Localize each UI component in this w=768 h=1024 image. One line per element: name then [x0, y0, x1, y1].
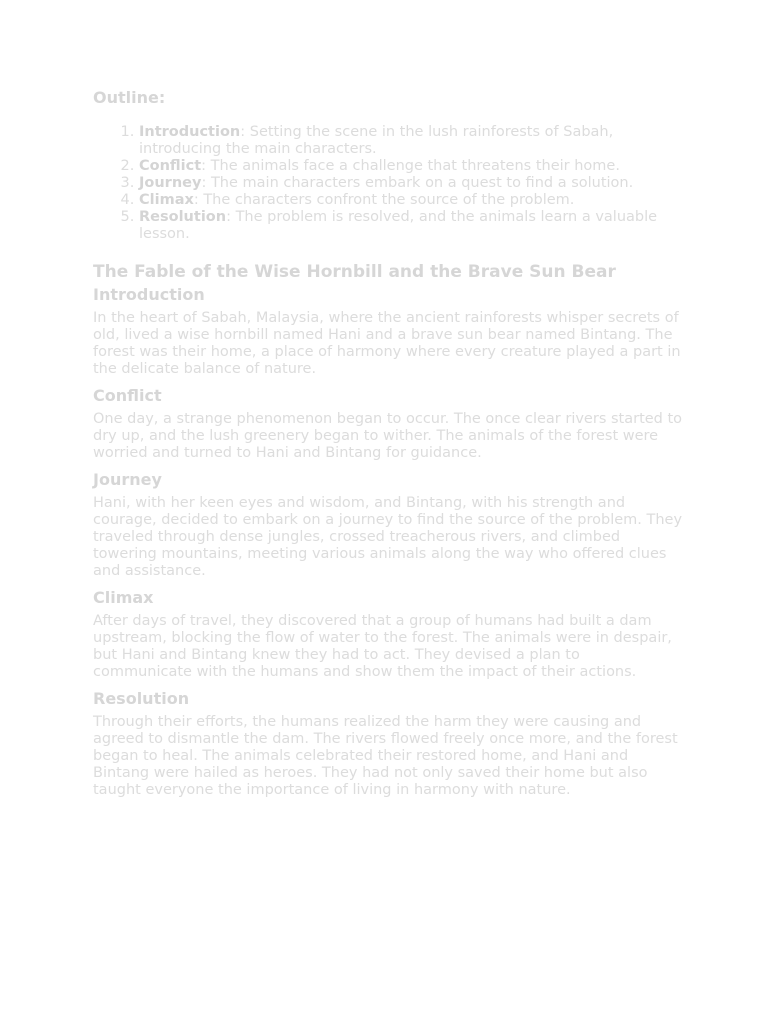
- section-body-journey: Hani, with her keen eyes and wisdom, and Bintang, with his strength and courage, decided to embark on a journey to find the source of the problem. They traveled through dense jungles, crossed treacherous rivers, and climbed towering mountains, meeting various animals along the way who offered clues and assistance.: [93, 495, 683, 579]
- outline-item-text: : The main characters embark on a quest to find a solution.: [201, 175, 634, 191]
- outline-item-term: Journey: [139, 175, 202, 191]
- section-body-resolution: Through their efforts, the humans realized the harm they were causing and agreed to dismantle the dam. The rivers flowed freely once more, and the forest began to heal. The animals celebrated their restored home, and Hani and Bintang were hailed as heroes. They had not only saved their home but also taught everyone the importance of living in harmony with nature.: [93, 714, 678, 798]
- story-title: The Fable of the Wise Hornbill and the Brave Sun Bear: [93, 262, 616, 282]
- section-body-climax: After days of travel, they discovered that a group of humans had built a dam upstream, blocking the flow of water to the forest. The animals were in despair, but Hani and Bintang knew they had to act. They devised a plan to communicate with the humans and show them the impact of their actions.: [93, 613, 672, 680]
- section-heading-journey: Journey: [93, 470, 162, 489]
- outline-item-text: : The characters confront the source of the problem.: [193, 192, 575, 208]
- outline-heading: Outline:: [93, 88, 166, 107]
- document-page: [93, 88, 683, 807]
- outline-item-term: Conflict: [139, 158, 202, 174]
- outline-item: [139, 124, 683, 158]
- outline-item-term: Climax: [139, 192, 194, 208]
- section-heading-conflict: Conflict: [93, 386, 162, 405]
- section-heading-climax: Climax: [93, 588, 154, 607]
- outline-item: [139, 209, 683, 243]
- outline-list: [93, 124, 683, 243]
- outline-item-text: : The problem is resolved, and the animals learn a valuable lesson.: [139, 209, 658, 242]
- section-body-conflict: One day, a strange phenomenon began to occur. The once clear rivers started to dry up, and the lush greenery began to wither. The animals of the forest were worried and turned to Hani and Bintang for guidance.: [93, 411, 683, 461]
- outline-item-text: : Setting the scene in the lush rainforests of Sabah, introducing the main characters.: [139, 124, 614, 157]
- outline-item-text: : The animals face a challenge that threatens their home.: [201, 158, 620, 174]
- section-body-introduction: In the heart of Sabah, Malaysia, where the ancient rainforests whisper secrets of old, lived a wise hornbill named Hani and a brave sun bear named Bintang. The forest was their home, a place of harmony where every creature played a part in the delicate balance of nature.: [93, 310, 681, 377]
- outline-item-term: Introduction: [139, 124, 241, 140]
- outline-item: [139, 192, 683, 209]
- section-heading-resolution: Resolution: [93, 689, 190, 708]
- outline-item-term: Resolution: [139, 209, 227, 225]
- outline-item: [139, 175, 683, 192]
- section-heading-introduction: Introduction: [93, 285, 205, 304]
- outline-item: [139, 158, 683, 175]
